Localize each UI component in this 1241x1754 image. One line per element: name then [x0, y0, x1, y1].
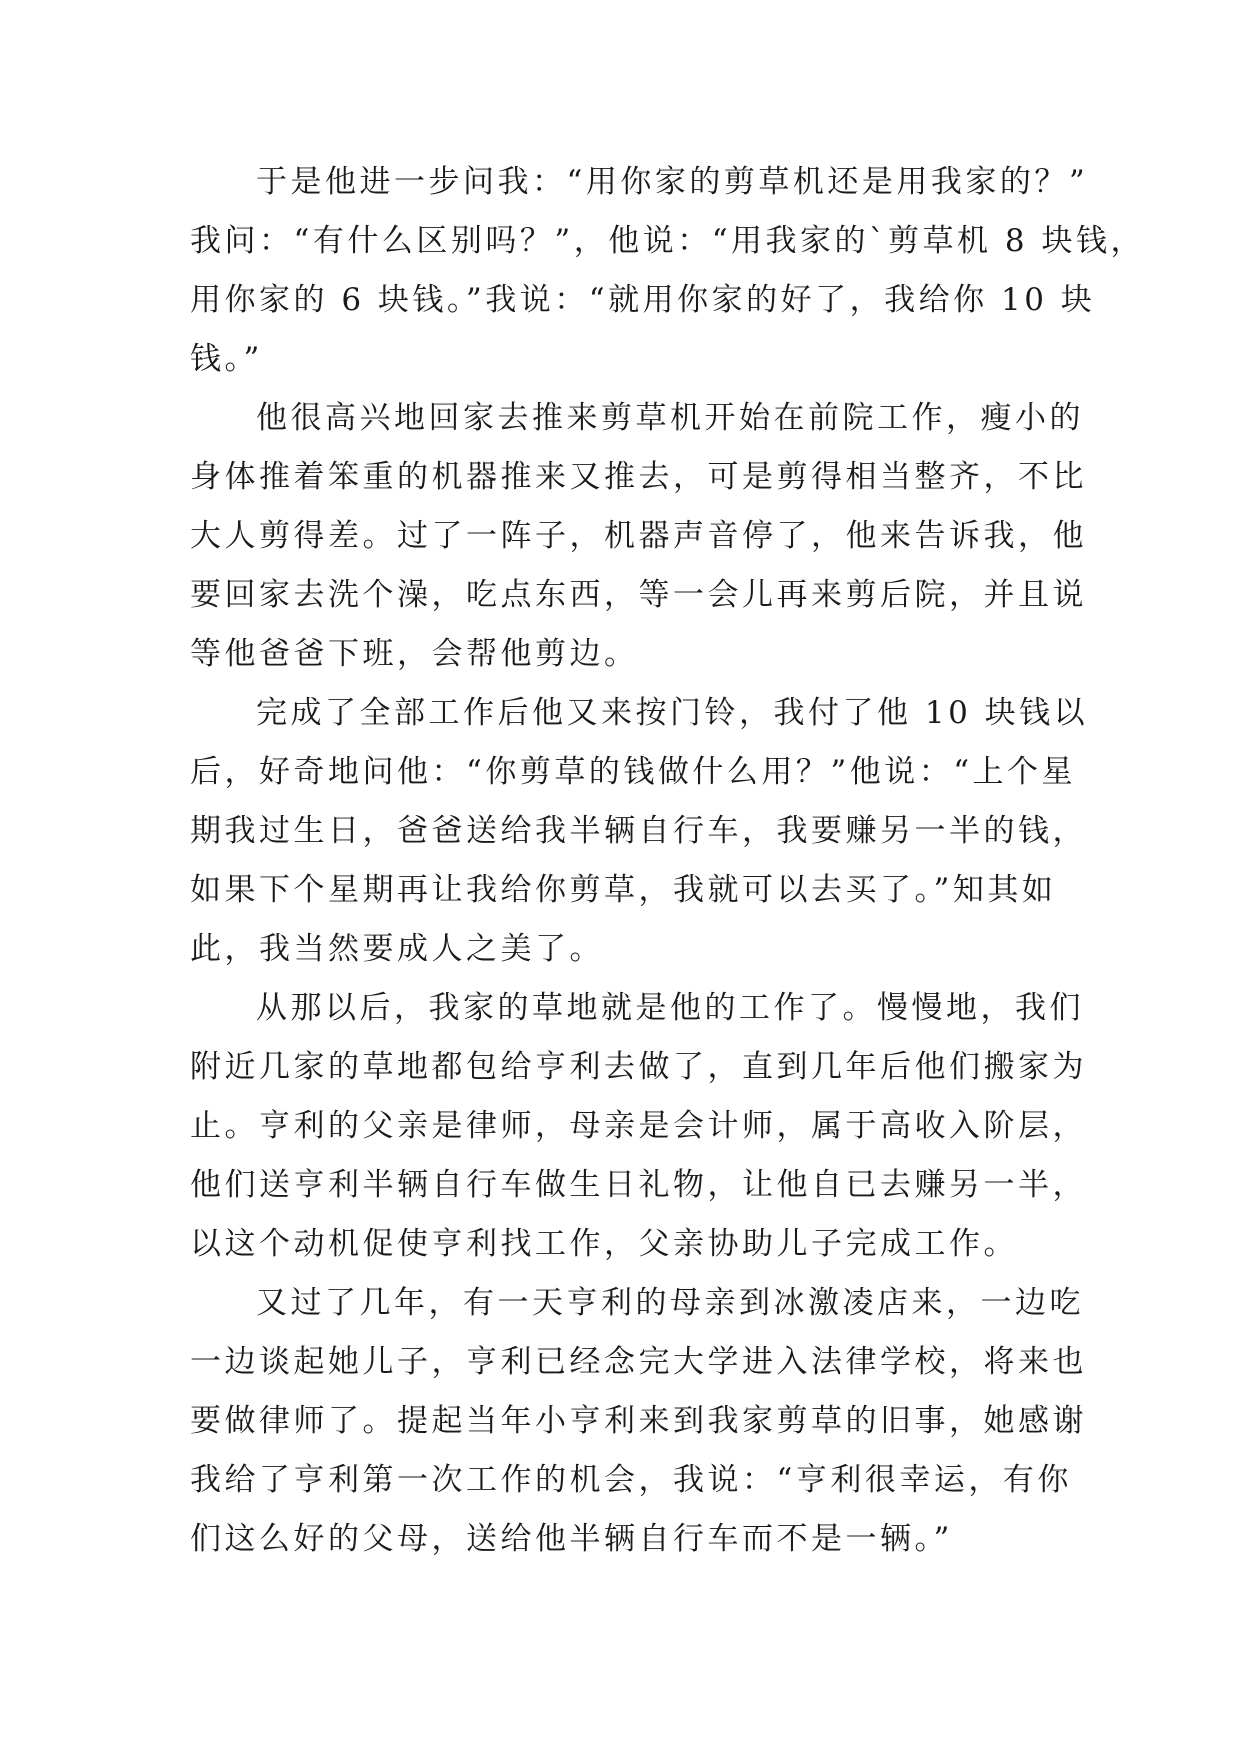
text-line: 于是他进一步问我：“用你家的剪草机还是用我家的？”: [256, 164, 1089, 200]
paragraph-4: [190, 979, 1087, 1274]
paragraph-2: [190, 389, 1087, 684]
text-line: 一边谈起她儿子，亨利已经念完大学进入法律学校，将来也: [190, 1344, 1087, 1380]
text-line: 身体推着笨重的机器推来又推去，可是剪得相当整齐，不比: [190, 459, 1087, 495]
text-line: 大人剪得差。过了一阵子，机器声音停了，他来告诉我，他: [190, 518, 1087, 554]
document-body: [190, 153, 1145, 1569]
text-line: 后，好奇地问他：“你剪草的钱做什么用？”他说：“上个星: [190, 754, 1077, 790]
text-line: 附近几家的草地都包给亨利去做了，直到几年后他们搬家为: [190, 1049, 1087, 1085]
text-line: 如果下个星期再让我给你剪草，我就可以去买了。”知其如: [190, 872, 1057, 908]
text-line: 钱。”: [190, 341, 263, 377]
text-line: 期我过生日，爸爸送给我半辆自行车，我要赚另一半的钱，: [190, 813, 1087, 849]
text-line: 我给了亨利第一次工作的机会，我说：“亨利很幸运，有你: [190, 1462, 1072, 1498]
paragraph-5: [190, 1274, 1087, 1569]
text-line: 他们送亨利半辆自行车做生日礼物，让他自已去赚另一半，: [190, 1167, 1087, 1203]
text-line: 又过了几年，有一天亨利的母亲到冰激凌店来，一边吃: [256, 1285, 1084, 1321]
text-line: 们这么好的父母，送给他半辆自行车而不是一辆。”: [190, 1521, 953, 1557]
text-line: 等他爸爸下班，会帮他剪边。: [190, 636, 639, 672]
text-line: 完成了全部工作后他又来按门铃，我付了他 10 块钱以: [256, 695, 1089, 731]
text-line: 用你家的 6 块钱。”我说：“就用你家的好了，我给你 10 块: [190, 282, 1096, 318]
text-line: 要回家去洗个澡，吃点东西，等一会儿再来剪后院，并且说: [190, 577, 1087, 613]
text-line: 要做律师了。提起当年小亨利来到我家剪草的旧事，她感谢: [190, 1403, 1087, 1439]
text-line: 从那以后，我家的草地就是他的工作了。慢慢地，我们: [256, 990, 1084, 1026]
text-line: 以这个动机促使亨利找工作，父亲协助儿子完成工作。: [190, 1226, 1018, 1262]
text-line: 我问：“有什么区别吗？”，他说：“用我家的`剪草机 8 块钱，: [190, 223, 1145, 259]
text-line: 他很高兴地回家去推来剪草机开始在前院工作，瘦小的: [256, 400, 1084, 436]
paragraph-1: [190, 153, 1145, 389]
paragraph-3: [190, 684, 1089, 979]
text-line: 止。亨利的父亲是律师，母亲是会计师，属于高收入阶层，: [190, 1108, 1087, 1144]
text-line: 此，我当然要成人之美了。: [190, 931, 604, 967]
